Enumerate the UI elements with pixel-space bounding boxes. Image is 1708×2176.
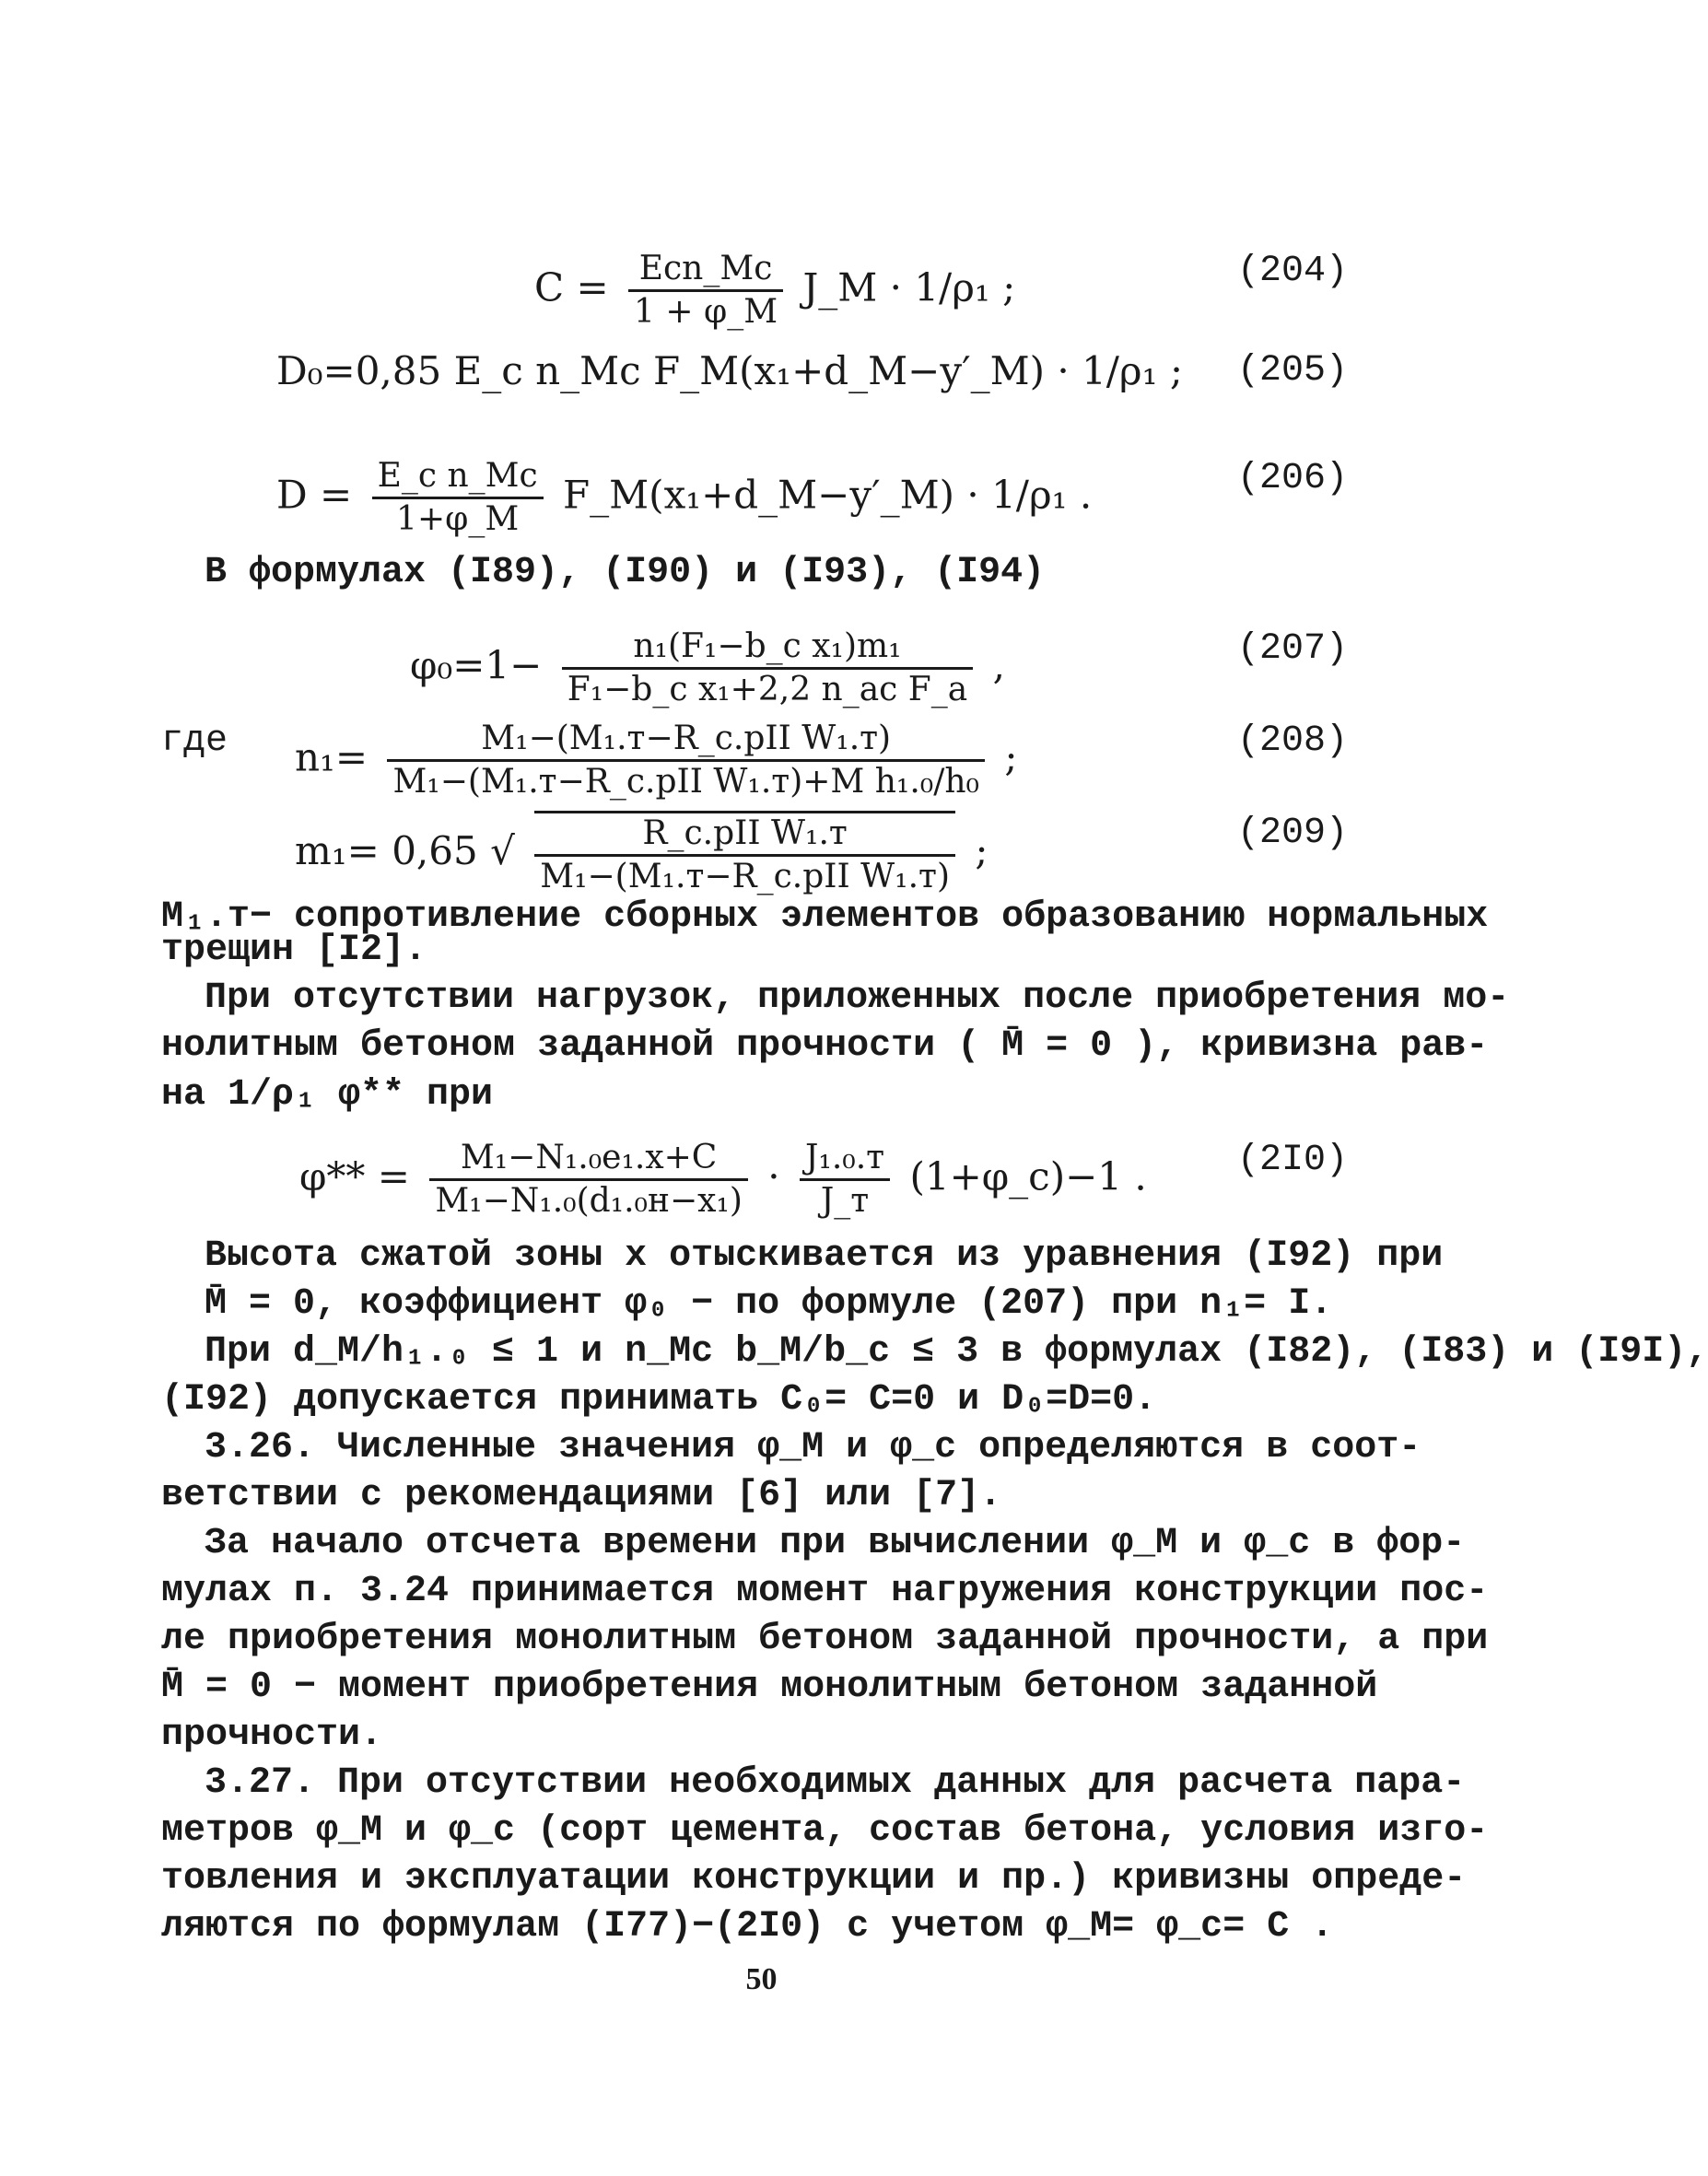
page-number: 50 <box>745 1962 778 1996</box>
formula-209-number: (209) <box>1236 813 1348 854</box>
paragraph-5-line-2: метров φ_M и φ_c (сорт цемента, состав бетона, условия изго- <box>161 1810 1489 1852</box>
paragraph-3-line-1: 3.26. Численные значения φ_M и φ_c определяются в соот- <box>205 1427 1421 1468</box>
formula-207-numerator: n₁(F₁−b_c x₁)m₁ <box>562 626 974 670</box>
paragraph-2-line-4: (I92) допускается принимать C₀= C=0 и D₀=D=0. <box>161 1379 1157 1421</box>
definition-line-1: M₁.т− сопротивление сборных элементов образованию нормальных <box>161 896 1489 938</box>
formula-210-expression <box>299 1138 1147 1222</box>
paragraph-1-line-1: При отсутствии нагрузок, приложенных после приобретения мо- <box>205 977 1510 1019</box>
formula-208-expression <box>295 719 1017 802</box>
formula-210-denominator-1: M₁−N₁.₀(d₁.₀н−x₁) <box>435 1182 743 1220</box>
formula-208-number: (208) <box>1236 720 1348 762</box>
intro-line: В формулах (I89), (I90) и (I93), (I94) <box>205 552 1046 593</box>
formula-205-expression: D₀=0,85 E_c n_Mc F_M(x₁+d_M−y′_M) · 1/ρ₁ ; <box>276 348 1183 393</box>
formula-209-lhs: m₁= 0,65 √ <box>295 828 515 873</box>
paragraph-2-line-2: M̄ = 0, коэффициент φ₀ − по формуле (207) при n₁= I. <box>205 1283 1333 1325</box>
formula-210-fraction-2 <box>800 1138 890 1222</box>
paragraph-4-line-2: мулах п. 3.24 принимается момент нагружения конструкции пос- <box>161 1571 1489 1612</box>
formula-207-rhs: , <box>992 642 1005 688</box>
formula-210-number: (2I0) <box>1236 1140 1348 1181</box>
paragraph-1-line-2: нолитным бетоном заданной прочности ( M̄ = 0 ), кривизна рав- <box>161 1025 1489 1067</box>
paragraph-2-line-1: Высота сжатой зоны x отыскивается из уравнения (I92) при <box>205 1235 1444 1277</box>
formula-204-denominator: 1 + φ_M <box>634 293 778 331</box>
formula-210-lhs: φ** = <box>299 1153 410 1199</box>
formula-206-rhs: F_M(x₁+d_M−y′_M) · 1/ρ₁ . <box>563 472 1093 518</box>
formula-210-denominator-2: J_т <box>820 1182 870 1220</box>
formula-208-lead-word: где <box>161 720 228 762</box>
paragraph-2-line-3: При d_M/h₁.₀ ≤ 1 и n_Mc b_M/b_c ≤ 3 в формулах (I82), (I83) и (I9I), <box>205 1331 1708 1373</box>
formula-209-expression <box>295 811 989 897</box>
formula-206-fraction <box>372 456 544 540</box>
formula-207-denominator: F₁−b_c x₁+2,2 n_ac F_a <box>567 671 968 708</box>
definition-line-2: трещин [I2]. <box>161 930 427 971</box>
formula-207-fraction <box>562 626 974 710</box>
formula-210-fraction-1 <box>429 1138 748 1222</box>
paragraph-5-line-4: ляются по формулам (I77)−(2I0) с учетом φ_M= φ_c= C . <box>161 1906 1334 1948</box>
paragraph-4-line-4: M̄ = 0 − момент приобретения монолитным бетоном заданной <box>161 1667 1378 1708</box>
formula-204-rhs: J_M · 1/ρ₁ ; <box>802 264 1016 310</box>
paragraph-3-line-2: ветствии с рекомендациями [6] или [7]. <box>161 1475 1002 1516</box>
formula-206-denominator: 1+φ_M <box>396 500 520 538</box>
formula-205-number: (205) <box>1236 350 1348 392</box>
formula-206-expression <box>276 456 1092 540</box>
formula-204-fraction <box>628 249 783 333</box>
paragraph-5-line-1: 3.27. При отсутствии необходимых данных для расчета пара- <box>205 1762 1466 1804</box>
formula-209-fraction <box>534 811 955 897</box>
formula-209-numerator: R_c.pII W₁.т <box>534 813 955 857</box>
paragraph-4-line-5: прочности. <box>161 1714 383 1756</box>
formula-207-number: (207) <box>1236 628 1348 670</box>
formula-204-numerator: Ecn_Mc <box>628 249 783 292</box>
paragraph-5-line-3: товления и эксплуатации конструкции и пр.) кривизны опреде- <box>161 1858 1467 1900</box>
formula-204-lhs: C = <box>534 264 609 310</box>
formula-207-expression <box>410 626 1005 710</box>
formula-208-fraction <box>387 719 985 802</box>
formula-204-number: (204) <box>1236 251 1348 292</box>
paragraph-1-line-3: на 1/ρ₁ φ** при <box>161 1074 494 1116</box>
paragraph-4-line-1: За начало отсчета времени при вычислении φ_M и φ_c в фор- <box>205 1523 1466 1564</box>
formula-206-numerator: E_c n_Mc <box>372 456 544 499</box>
formula-208-denominator: M₁−(M₁.т−R_c.pII W₁.т)+M h₁.₀/h₀ <box>392 763 979 801</box>
formula-209-denominator: M₁−(M₁.т−R_c.pII W₁.т) <box>540 858 950 895</box>
formula-210-rhs: (1+φ_c)−1 . <box>909 1153 1147 1199</box>
paragraph-4-line-3: ле приобретения монолитным бетоном заданной прочности, а при <box>161 1619 1489 1660</box>
formula-206-number: (206) <box>1236 458 1348 499</box>
formula-208-lhs: n₁= <box>295 734 369 780</box>
formula-210-numerator-1: M₁−N₁.₀e₁.x+C <box>429 1138 748 1181</box>
formula-208-rhs: ; <box>1004 734 1018 780</box>
formula-210-numerator-2: J₁.₀.т <box>800 1138 890 1181</box>
formula-207-lhs: φ₀=1− <box>410 642 543 688</box>
formula-208-numerator: M₁−(M₁.т−R_c.pII W₁.т) <box>387 719 985 762</box>
formula-209-rhs: ; <box>975 828 989 873</box>
formula-204-expression <box>534 249 1015 333</box>
formula-210-dot: · <box>767 1153 780 1199</box>
formula-206-lhs: D = <box>276 472 353 518</box>
